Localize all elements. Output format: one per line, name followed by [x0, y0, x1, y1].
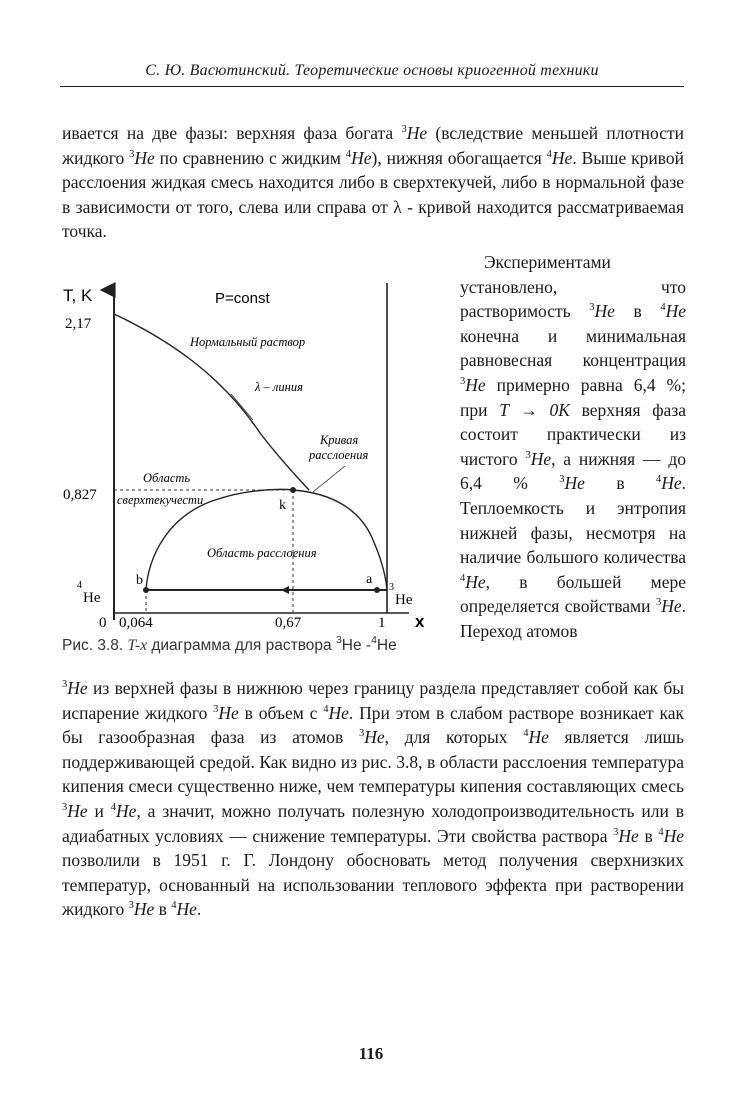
isotope-mass: 3 — [129, 148, 135, 160]
isotope-mass: 4 — [171, 900, 177, 912]
isotope-mass: 3 — [613, 826, 619, 838]
label-superfluid-1: Область — [143, 471, 191, 485]
isotope-symbol: He — [116, 800, 137, 821]
running-head: С. Ю. Васютинский. Теоретические основы криогенной техники — [145, 62, 599, 79]
text-run: . Выше кривой расслоения жидкая смесь находится либо в сверхтекучей, либо в нормальной фазе в зависимости от того, слева или справа от λ - кривой находится рассматриваемая точка. — [62, 147, 685, 242]
y-tick-0-827: 0,827 — [63, 487, 97, 503]
text-run: , а значит, можно получать полезную холодопроизводительность или в адиабатных условиях — снижение температуры. Эти свойства раствора — [62, 800, 685, 846]
label-separation-region: Область расслоения — [207, 546, 317, 560]
caption-text: диаграмма для раствора — [151, 637, 332, 654]
isotope-mass: 3 — [62, 679, 68, 690]
isotope-symbol: He — [133, 899, 155, 920]
x-tick-0-67: 0,67 — [275, 615, 302, 631]
isotope-mass: 3 — [655, 597, 662, 609]
isotope-symbol: He — [67, 800, 88, 821]
label-lambda-line: λ – линия — [255, 380, 303, 394]
isotope-mass: 3 — [589, 302, 595, 314]
text-run: (вследствие меньшей плотности жидкого — [62, 123, 685, 168]
lambda-leader — [231, 394, 253, 420]
text-run: . При этом в слабом растворе возникает как бы газообразная фаза из атомов — [62, 702, 684, 748]
text-run: и — [94, 800, 111, 821]
isotope-symbol: He — [351, 147, 372, 168]
text-run: из верхней фазы в нижнюю через границу раздела представляет собой как бы испарение жидкого — [62, 678, 684, 723]
isotope-mass: 3 — [62, 801, 68, 813]
caption-he3-mass: 3 — [335, 634, 342, 646]
isotope-symbol: He — [661, 596, 682, 617]
label-separation-curve-1: Кривая — [320, 433, 359, 447]
isotope-symbol: He — [465, 374, 486, 395]
caption-he4: He — [376, 637, 397, 654]
isotope-mass: 4 — [323, 703, 329, 715]
header-rule — [60, 86, 684, 87]
point-a-marker — [374, 587, 380, 593]
isotope-symbol: He — [551, 147, 573, 168]
caption-he4-mass: 4 — [371, 634, 377, 646]
text-run: . — [196, 899, 202, 920]
right-component-mass: 3 — [389, 582, 394, 593]
isotope-mass: 3 — [128, 900, 134, 912]
point-b-marker — [143, 587, 149, 593]
text-run: , для которых — [384, 727, 524, 748]
isotope-symbol: He — [134, 147, 155, 168]
isotope-mass: 3 — [401, 124, 407, 135]
isotope-symbol: He — [465, 571, 486, 592]
text-run: в — [158, 899, 172, 920]
text-run: . Теплоемкость и энтропия нижней фазы, несмотря на наличие большого количества — [460, 473, 687, 568]
isotope-mass: 4 — [110, 801, 117, 813]
right-component-label: He — [395, 592, 413, 608]
pressure-label: P=const — [215, 290, 270, 307]
text-run: , а нижняя — до 6,4 % — [460, 448, 687, 494]
point-a-label: a — [366, 572, 373, 587]
isotope-symbol: He — [176, 899, 197, 920]
label-separation-curve-2: расслоения — [309, 448, 369, 462]
caption-prefix: Рис. 3.8. — [62, 637, 124, 654]
text-run: верхняя фаза состоит практически из чистого — [460, 399, 687, 469]
text-run: в — [633, 301, 661, 322]
isotope-mass: 4 — [658, 826, 664, 838]
isotope-symbol: He — [218, 702, 239, 723]
isotope-mass: 3 — [525, 449, 531, 461]
point-b-label: b — [136, 573, 143, 588]
page-number: 116 — [358, 1044, 384, 1063]
text-run: позволили в 1951 г. Г. Лондону обосновать метод получения сверхнизких температур, основанный на использовании теплового эффекта при растворении жидкого — [62, 850, 684, 920]
paragraph-2 — [460, 250, 686, 644]
x-tick-0-064: 0,064 — [119, 615, 153, 631]
limit-expression: T → 0K — [499, 399, 570, 420]
left-component-label: He — [83, 590, 101, 606]
isotope-mass: 4 — [546, 148, 552, 160]
paragraph-1 — [62, 121, 684, 244]
figure-3-8 — [55, 268, 455, 638]
text-run: в объем с — [244, 702, 324, 723]
text-run: в — [616, 473, 656, 494]
text-run: , в большей мере определяется свойствами — [460, 571, 686, 617]
isotope-mass: 4 — [655, 474, 662, 486]
isotope-mass: 4 — [460, 572, 466, 584]
caption-italic: T-x — [127, 637, 148, 654]
curve-leader — [313, 466, 345, 492]
isotope-mass: 3 — [358, 728, 365, 740]
label-normal-solution: Нормальный раствор — [190, 335, 306, 349]
isotope-symbol: He — [594, 301, 615, 322]
text-run: конечна и минимальная равновесная концентрация — [460, 325, 686, 371]
caption-he3: He - — [341, 637, 372, 654]
isotope-mass: 4 — [523, 728, 529, 740]
isotope-symbol: He — [665, 301, 686, 322]
figure-caption — [62, 636, 462, 656]
text-run: ивается на две фазы: верхняя фаза богата — [62, 123, 402, 143]
text-run: по сравнению с жидким — [159, 147, 346, 168]
text-run: в — [644, 825, 659, 846]
text-run: ), нижняя обогащается — [371, 147, 547, 168]
isotope-symbol: He — [528, 727, 549, 748]
y-tick-2-17: 2,17 — [65, 316, 92, 332]
x-tick-0: 0 — [99, 615, 107, 631]
x-axis-label: x — [415, 612, 425, 631]
text-run: . Переход атомов — [460, 596, 686, 641]
isotope-symbol: He — [530, 448, 552, 469]
isotope-symbol: He — [663, 825, 685, 846]
text-run: примерно равна 6,4 %; при — [460, 374, 686, 420]
x-tick-1: 1 — [378, 615, 386, 631]
left-component-mass: 4 — [77, 580, 82, 591]
isotope-symbol: He — [661, 473, 682, 494]
phase-diagram — [55, 268, 455, 638]
paragraph-3 — [62, 676, 684, 922]
isotope-symbol: He — [564, 473, 585, 494]
isotope-mass: 4 — [660, 302, 666, 314]
text-run: является лишь поддерживающей средой. Как видно из рис. 3.8, в области расслоения температура кипения смеси существенно ниже, чем температуры кипения составляющих смесь — [62, 727, 685, 797]
isotope-mass: 3 — [559, 474, 565, 486]
point-k-marker — [290, 487, 296, 493]
label-superfluid-2: сверхтекучести — [117, 493, 204, 507]
isotope-symbol: He — [406, 123, 428, 143]
isotope-mass: 4 — [345, 148, 352, 160]
isotope-symbol: He — [618, 825, 639, 846]
isotope-symbol: He — [364, 727, 385, 748]
point-k-label: k — [279, 498, 286, 513]
isotope-mass: 3 — [460, 375, 466, 387]
text-run: Экспериментами установлено, что растворимость — [460, 252, 686, 322]
isotope-symbol: He — [328, 702, 349, 723]
isotope-symbol: He — [67, 678, 88, 698]
tie-line-arrow — [281, 586, 289, 594]
isotope-mass: 3 — [213, 703, 219, 715]
y-axis-label: T, K — [63, 286, 93, 305]
